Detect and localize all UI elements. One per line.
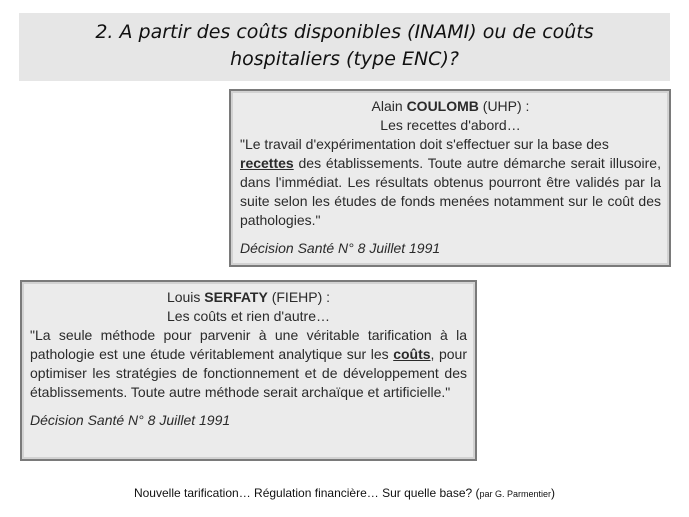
quote-text <box>30 326 467 402</box>
slide-title-line-1: 2. A partir des coûts disponibles (INAMI) ou de coûts <box>95 21 594 43</box>
quote-author <box>30 288 467 307</box>
quote-keyword: recettes <box>240 155 294 171</box>
quote-source: Décision Santé N° 8 Juillet 1991 <box>30 412 231 428</box>
slide-title-line-2: hospitaliers (type ENC)? <box>230 48 459 70</box>
quote-keyword: coûts <box>393 346 431 362</box>
quote-box-serfaty <box>20 280 477 461</box>
slide-title <box>19 13 670 81</box>
quote-box-coulomb <box>229 89 671 267</box>
author-organization: (UHP) : <box>482 98 530 114</box>
author-organization: (FIEHP) : <box>271 289 331 305</box>
quote-source: Décision Santé N° 8 Juillet 1991 <box>240 240 441 256</box>
author-last-name: COULOMB <box>406 98 479 114</box>
quote-subtitle: Les recettes d'abord… <box>380 117 521 133</box>
footer-close: ) <box>551 486 556 500</box>
author-last-name: SERFATY <box>204 289 268 305</box>
quote-text-start: "La seule méthode pour parvenir à une véritable tarification à la pathologie est une étude véritablement analytique sur les <box>30 327 467 362</box>
author-first-name: Alain <box>371 98 403 114</box>
quote-author <box>240 97 661 116</box>
quote-text-start: "Le travail d'expérimentation doit s'effectuer sur la base des <box>240 136 609 152</box>
author-first-name: Louis <box>166 289 201 305</box>
quote-subtitle: Les coûts et rien d'autre… <box>167 308 330 324</box>
slide-footer <box>0 486 689 500</box>
quote-text-end: des établissements. Toute autre démarche serait illusoire, dans l'immédiat. Les résultats obtenus pourront être validés par la suite selon les études de fonds menées notamment sur le coût des pathologies." <box>240 155 661 228</box>
quote-text-end: , pour optimiser les stratégies de fonctionnement et de développement des établissements. Toute autre méthode serait archaïque et artificielle." <box>30 346 467 400</box>
footer-text: Nouvelle tarification… Régulation financière… Sur quelle base? ( <box>133 486 480 500</box>
footer-credit: par G. Parmentier <box>479 489 552 499</box>
quote-text <box>240 135 661 230</box>
